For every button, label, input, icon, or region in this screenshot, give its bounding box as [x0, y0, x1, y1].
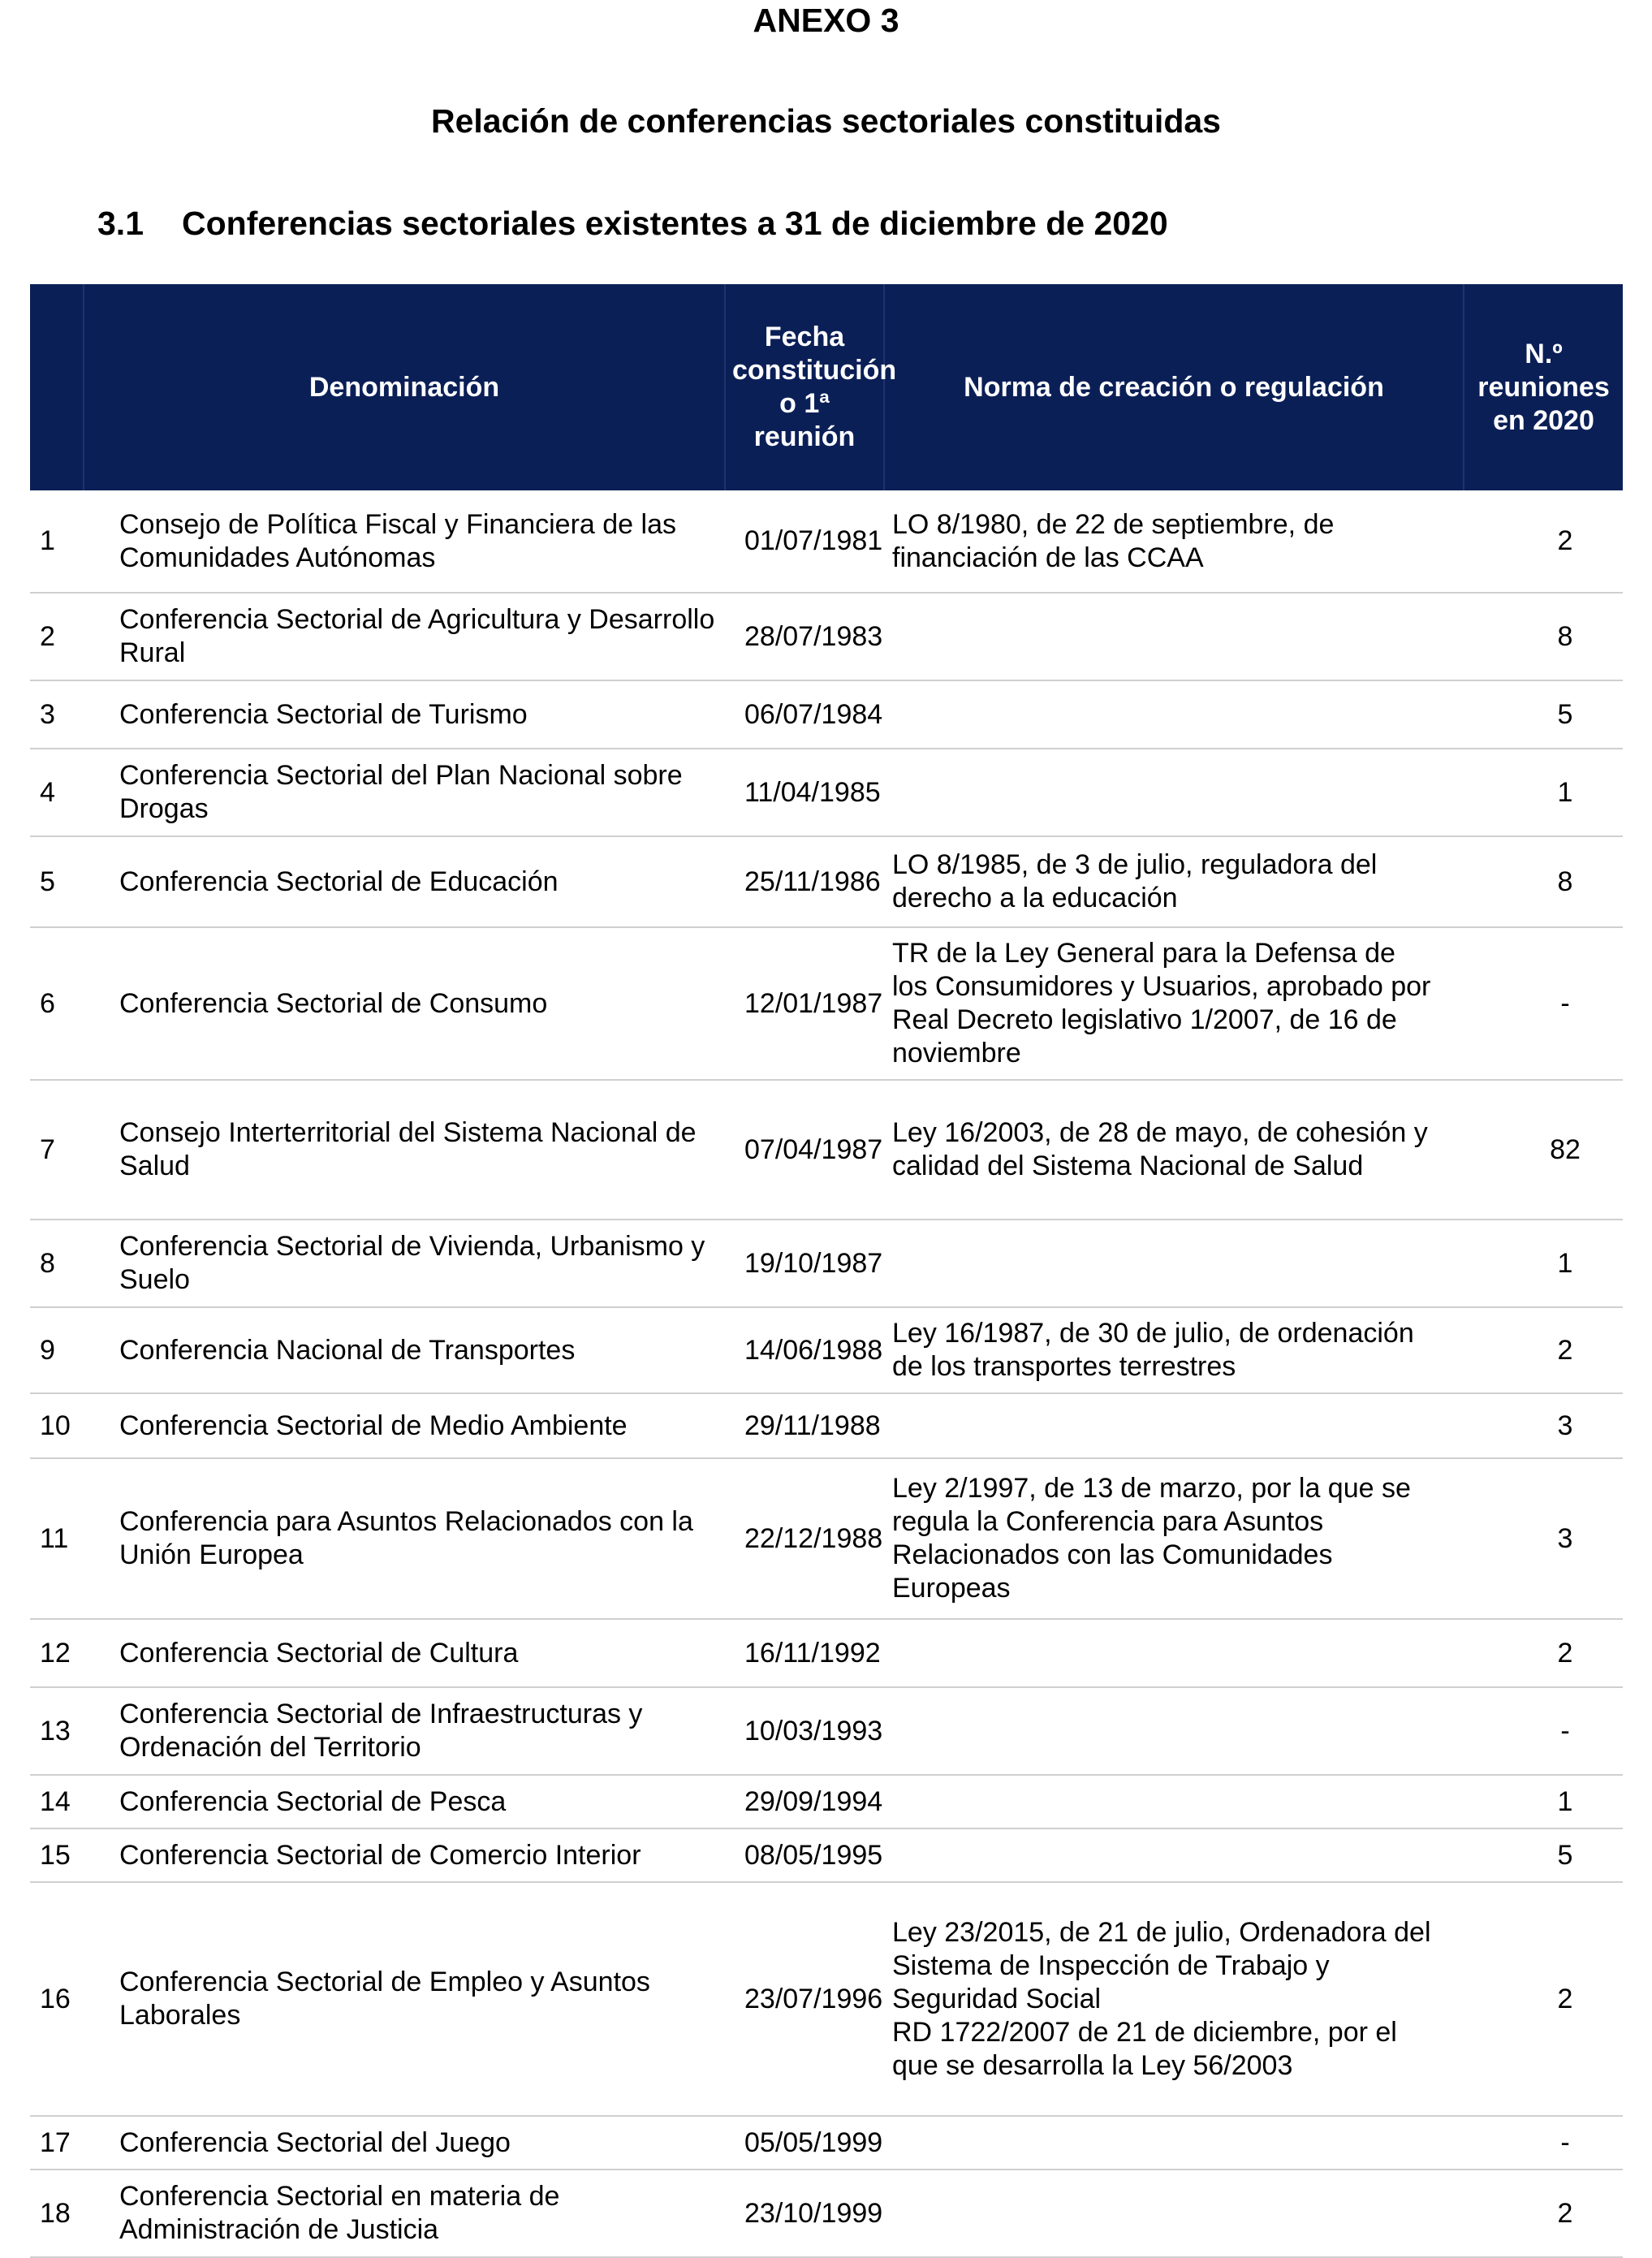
- table-row: [30, 1687, 1623, 1775]
- conference-name: Consejo Interterritorial del Sistema Nacional de Salud: [84, 1080, 725, 1220]
- table-row: [30, 1458, 1623, 1619]
- meetings-count: 2: [1464, 1619, 1623, 1687]
- row-number: 12: [30, 1619, 84, 1687]
- section-number: 3.1: [97, 205, 144, 242]
- regulation-norm: [884, 1775, 1464, 1828]
- conference-name: Conferencia Sectorial de Pesca: [84, 1775, 725, 1828]
- constitution-date: 28/07/1983: [725, 593, 884, 680]
- regulation-norm: [884, 749, 1464, 836]
- row-number: 8: [30, 1220, 84, 1307]
- regulation-norm: [884, 680, 1464, 749]
- conference-name: Conferencia Sectorial de Turismo: [84, 680, 725, 749]
- meetings-count: 1: [1464, 1775, 1623, 1828]
- constitution-date: 23/10/1999: [725, 2169, 884, 2257]
- row-number: 3: [30, 680, 84, 749]
- conference-name: Conferencia Sectorial de Empleo y Asuntos Laborales: [84, 1882, 725, 2116]
- table-row: [30, 593, 1623, 680]
- table-row: [30, 2116, 1623, 2169]
- constitution-date: 11/04/1985: [725, 749, 884, 836]
- conference-name: Conferencia Sectorial de Cultura: [84, 1619, 725, 1687]
- constitution-date: 16/11/1992: [725, 1619, 884, 1687]
- table-row: [30, 1393, 1623, 1458]
- annex-title: Relación de conferencias sectoriales constituidas: [431, 102, 1221, 140]
- constitution-date: 08/05/1995: [725, 1828, 884, 1882]
- constitution-date: 10/03/1993: [725, 1687, 884, 1775]
- meetings-count: 2: [1464, 490, 1623, 593]
- meetings-count: 3: [1464, 1458, 1623, 1619]
- header-norm: Norma de creación o regulación: [884, 284, 1464, 490]
- meetings-count: 2: [1464, 1882, 1623, 2116]
- table-row: [30, 1619, 1623, 1687]
- table-row: [30, 680, 1623, 749]
- conference-name: Conferencia Sectorial de Consumo: [84, 927, 725, 1080]
- row-number: 15: [30, 1828, 84, 1882]
- table-row: [30, 927, 1623, 1080]
- regulation-norm: [884, 1619, 1464, 1687]
- regulation-norm: Ley 16/1987, de 30 de julio, de ordenación de los transportes terrestres: [884, 1307, 1464, 1393]
- regulation-norm: [884, 1687, 1464, 1775]
- table-row: [30, 1307, 1623, 1393]
- constitution-date: 25/11/1986: [725, 836, 884, 927]
- table-row: [30, 1828, 1623, 1882]
- row-number: 10: [30, 1393, 84, 1458]
- header-index: [30, 284, 84, 490]
- table-row: [30, 490, 1623, 593]
- constitution-date: 14/06/1988: [725, 1307, 884, 1393]
- section-title: [97, 203, 1168, 244]
- meetings-count: -: [1464, 2116, 1623, 2169]
- row-number: 9: [30, 1307, 84, 1393]
- conference-name: Conferencia Sectorial de Agricultura y Desarrollo Rural: [84, 593, 725, 680]
- row-number: 17: [30, 2116, 84, 2169]
- row-number: 18: [30, 2169, 84, 2257]
- header-name: Denominación: [84, 284, 725, 490]
- meetings-count: 3: [1464, 1393, 1623, 1458]
- row-number: 13: [30, 1687, 84, 1775]
- regulation-norm: [884, 1828, 1464, 1882]
- meetings-count: 1: [1464, 1220, 1623, 1307]
- regulation-norm: [884, 1393, 1464, 1458]
- constitution-date: 06/07/1984: [725, 680, 884, 749]
- meetings-count: 5: [1464, 680, 1623, 749]
- conference-name: Conferencia Nacional de Transportes: [84, 1307, 725, 1393]
- annex-heading: ANEXO 3: [753, 2, 899, 39]
- meetings-count: 8: [1464, 836, 1623, 927]
- table-header-row: [30, 284, 1623, 490]
- row-number: 16: [30, 1882, 84, 2116]
- constitution-date: 22/12/1988: [725, 1458, 884, 1619]
- meetings-count: -: [1464, 1687, 1623, 1775]
- table-row: [30, 1882, 1623, 2116]
- table-row: [30, 1220, 1623, 1307]
- constitution-date: 01/07/1981: [725, 490, 884, 593]
- meetings-count: 2: [1464, 1307, 1623, 1393]
- meetings-count: 5: [1464, 1828, 1623, 1882]
- conference-name: Conferencia Sectorial de Vivienda, Urbanismo y Suelo: [84, 1220, 725, 1307]
- header-date: Fecha constitución o 1ª reunión: [725, 284, 884, 490]
- row-number: 4: [30, 749, 84, 836]
- row-number: 2: [30, 593, 84, 680]
- regulation-norm: [884, 1220, 1464, 1307]
- regulation-norm: LO 8/1980, de 22 de septiembre, de financiación de las CCAA: [884, 490, 1464, 593]
- regulation-norm: [884, 593, 1464, 680]
- table-row: [30, 836, 1623, 927]
- meetings-count: 1: [1464, 749, 1623, 836]
- constitution-date: 19/10/1987: [725, 1220, 884, 1307]
- table-row: [30, 1080, 1623, 1220]
- conference-name: Consejo de Política Fiscal y Financiera de las Comunidades Autónomas: [84, 490, 725, 593]
- regulation-norm: LO 8/1985, de 3 de julio, reguladora del derecho a la educación: [884, 836, 1464, 927]
- conference-name: Conferencia Sectorial de Infraestructuras y Ordenación del Territorio: [84, 1687, 725, 1775]
- table-row: [30, 2169, 1623, 2257]
- meetings-count: -: [1464, 927, 1623, 1080]
- constitution-date: 05/05/1999: [725, 2116, 884, 2169]
- row-number: 5: [30, 836, 84, 927]
- constitution-date: 29/11/1988: [725, 1393, 884, 1458]
- meetings-count: 2: [1464, 2169, 1623, 2257]
- header-meetings: N.º reuniones en 2020: [1464, 284, 1623, 490]
- conference-name: Conferencia Sectorial de Educación: [84, 836, 725, 927]
- row-number: 7: [30, 1080, 84, 1220]
- conference-name: Conferencia Sectorial de Comercio Interior: [84, 1828, 725, 1882]
- conference-name: Conferencia Sectorial del Juego: [84, 2116, 725, 2169]
- row-number: 11: [30, 1458, 84, 1619]
- row-number: 6: [30, 927, 84, 1080]
- section-title-text: Conferencias sectoriales existentes a 31 de diciembre de 2020: [182, 205, 1168, 242]
- regulation-norm: Ley 16/2003, de 28 de mayo, de cohesión y calidad del Sistema Nacional de Salud: [884, 1080, 1464, 1220]
- conference-name: Conferencia Sectorial del Plan Nacional sobre Drogas: [84, 749, 725, 836]
- table-row: [30, 749, 1623, 836]
- regulation-norm: [884, 2116, 1464, 2169]
- constitution-date: 29/09/1994: [725, 1775, 884, 1828]
- constitution-date: 12/01/1987: [725, 927, 884, 1080]
- constitution-date: 23/07/1996: [725, 1882, 884, 2116]
- meetings-count: 8: [1464, 593, 1623, 680]
- conference-name: Conferencia Sectorial en materia de Administración de Justicia: [84, 2169, 725, 2257]
- conference-name: Conferencia para Asuntos Relacionados con la Unión Europea: [84, 1458, 725, 1619]
- row-number: 14: [30, 1775, 84, 1828]
- meetings-count: 82: [1464, 1080, 1623, 1220]
- regulation-norm: TR de la Ley General para la Defensa de los Consumidores y Usuarios, aprobado por Real Decreto legislativo 1/2007, de 16 de noviembre: [884, 927, 1464, 1080]
- constitution-date: 07/04/1987: [725, 1080, 884, 1220]
- row-number: 1: [30, 490, 84, 593]
- regulation-norm: [884, 2169, 1464, 2257]
- table-body: [30, 490, 1623, 2257]
- regulation-norm: Ley 23/2015, de 21 de julio, Ordenadora del Sistema de Inspección de Trabajo y Seguridad Social RD 1722/2007 de 21 de diciembre, por el que se desarrolla la Ley 56/2003: [884, 1882, 1464, 2116]
- regulation-norm: Ley 2/1997, de 13 de marzo, por la que se regula la Conferencia para Asuntos Relacionados con las Comunidades Europeas: [884, 1458, 1464, 1619]
- table-row: [30, 1775, 1623, 1828]
- conferences-table: [30, 284, 1623, 2258]
- conference-name: Conferencia Sectorial de Medio Ambiente: [84, 1393, 725, 1458]
